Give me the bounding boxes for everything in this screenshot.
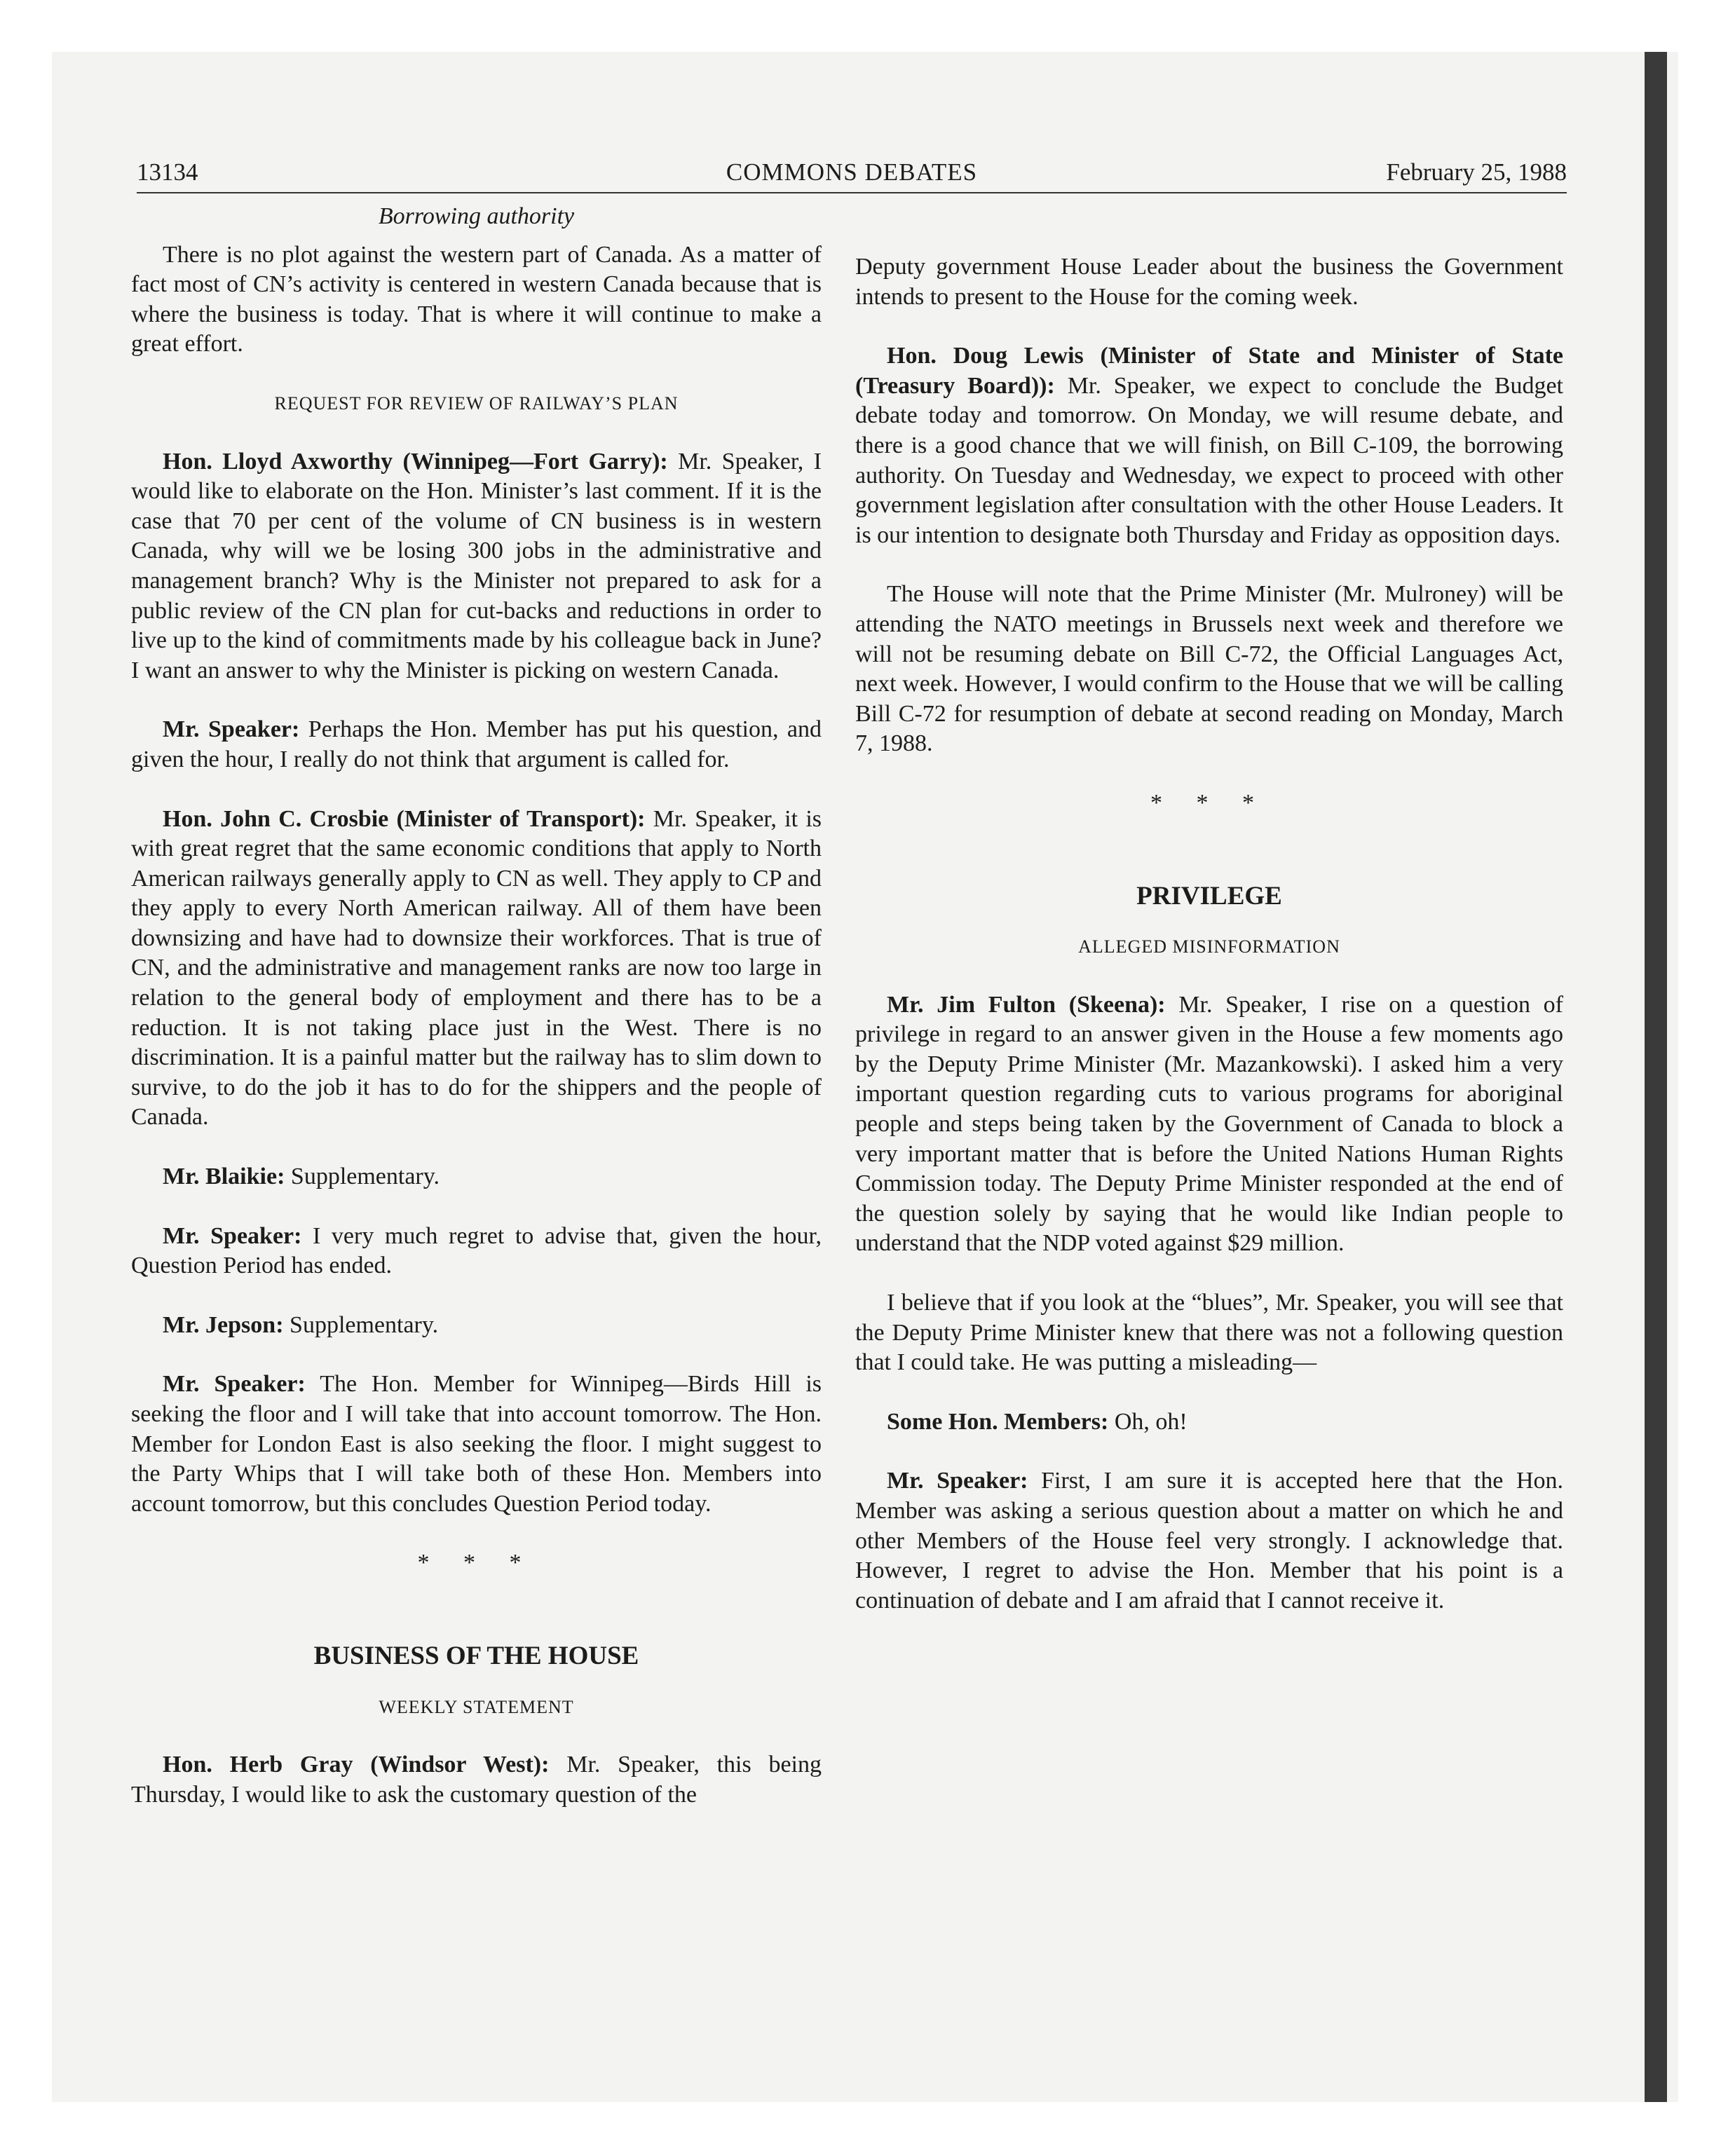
speech-text: The Hon. Member for Winnipeg—Birds Hill is seeking the floor and I will take that into account tomorrow. The Hon. Member for London East is also seeking the floor. I might suggest to the Party Whips that I will take both of these Hon. Members into account tomorrow, but this concludes Question Period today. [131, 1371, 822, 1517]
speaker-name: Hon. Herb Gray (Windsor West): [163, 1752, 550, 1778]
paragraph: The House will note that the Prime Minister (Mr. Mulroney) will be attending the NATO meetings in Brussels next week and therefore we will not be resuming debate on Bill C-72, the Official Languages Act, next week. However, I would confirm to the House that we will be calling Bill C-72 for resumption of debate at second reading on Monday, March 7, 1988. [855, 581, 1563, 757]
section-heading: PRIVILEGE [1136, 881, 1282, 910]
speaker-name: Mr. Speaker: [887, 1468, 1028, 1494]
speaker-name: Mr. Jepson: [163, 1311, 284, 1338]
page-number: 13134 [137, 158, 198, 186]
speech-text: First, I am sure it is accepted here that the Hon. Member was asking a serious question about a matter on which he and other Members of the House feel very strongly. I acknowledge that. However, I regret to advise the Hon. Member that his point is a continuation of debate and I am afraid that I cannot receive it. [855, 1468, 1563, 1613]
section-subheading: REQUEST FOR REVIEW OF RAILWAY’S PLAN [274, 393, 679, 414]
speech-jepson [131, 1311, 822, 1341]
speech-text: Mr. Speaker, I rise on a question of privilege in regard to an answer given in the House a few moments ago by the Deputy Prime Minister (Mr. Mazankowski). I asked him a very important question regarding cuts to various programs for aboriginal people and steps being taken by the Government of Canada to block a very important matter that is before the United Nations Human Rights Commission today. The Deputy Prime Minister responded at the end of the question solely by saying that he would like Indian people to understand that the NDP voted against $29 million. [855, 991, 1563, 1257]
speaker-name: Hon. Doug Lewis (Minister of State and Minister of State (Treasury Board)): [855, 343, 1563, 399]
speech-text: Oh, oh! [1114, 1408, 1188, 1435]
speech-text: I very much regret to advise that, given the hour, Question Period has ended. [131, 1222, 822, 1279]
speech-speaker [131, 1222, 822, 1281]
topic-heading: Borrowing authority [378, 203, 575, 229]
speech-text: Mr. Speaker, this being Thursday, I would like to ask the customary question of the [131, 1752, 822, 1808]
speech-crosbie [131, 805, 822, 1133]
speaker-name: Some Hon. Members: [887, 1408, 1109, 1435]
right-column [855, 252, 1563, 1645]
speech-text: Mr. Speaker, it is with great regret that the same economic conditions that apply to North American railways generally apply to CN as well. They apply to CP and they apply to every North American railway. All of them have been downsizing and have had to downsize their workforces. That is true of CN, and the administrative and management ranks are now too large in relation to the general body of employment and there has to be a reduction. It is not taking place just in the West. There is no discrimination. It is a painful matter but the railway has to slim down to survive, to do the job it has to do for the shippers and the people of Canada. [131, 805, 822, 1131]
speaker-name: Mr. Speaker: [163, 1371, 306, 1398]
section-divider: * * * [417, 1550, 536, 1576]
paragraph-continued: Deputy government House Leader about the business the Government intends to present to the House for the coming week. [855, 254, 1563, 310]
paragraph: There is no plot against the western part of Canada. As a matter of fact most of CN’s activity is centered in western Canada because that is where the business is today. That is where it will continue to make a great effort. [131, 241, 822, 357]
speech-text: Mr. Speaker, I would like to elaborate on the Hon. Minister’s last comment. If it is the case that 70 per cent of the volume of CN business is in western Canada, why will we be losing 300 jobs in the administrative and management branch? Why is the Minister not prepared to ask for a public review of the CN plan for cut-backs and reductions in order to live up to the kind of commitments made by his colleague back in June? I want an answer to why the Minister is picking on western Canada. [131, 448, 822, 683]
section-heading: BUSINESS OF THE HOUSE [313, 1641, 639, 1670]
speech-members [855, 1407, 1563, 1438]
speech-fulton [855, 990, 1563, 1259]
publication-title: COMMONS DEBATES [726, 158, 978, 186]
speech-speaker [131, 715, 822, 775]
speech-text: Supplementary. [290, 1311, 439, 1338]
speech-gray [131, 1750, 822, 1810]
section-divider: * * * [1150, 789, 1268, 816]
speaker-name: Hon. John C. Crosbie (Minister of Transport): [163, 805, 646, 832]
speech-text: Supplementary. [290, 1164, 440, 1190]
speaker-name: Mr. Blaikie: [163, 1164, 285, 1190]
speaker-name: Mr. Speaker: [163, 1222, 302, 1249]
left-column [131, 202, 822, 1839]
speaker-name: Hon. Lloyd Axworthy (Winnipeg—Fort Garry): [163, 448, 668, 475]
section-subheading: WEEKLY STATEMENT [379, 1696, 574, 1717]
speech-blaikie [131, 1162, 822, 1192]
speech-speaker [131, 1370, 822, 1519]
speech-text: Perhaps the Hon. Member has put his question, and given the hour, I really do not think that argument is called for. [131, 716, 822, 772]
header-date: February 25, 1988 [1386, 158, 1567, 186]
speech-axworthy [131, 447, 822, 686]
speech-speaker [855, 1466, 1563, 1616]
paragraph: I believe that if you look at the “blues”, Mr. Speaker, you will see that the Deputy Prime Minister knew that there was not a following question that I could take. He was putting a misleading— [855, 1290, 1563, 1376]
running-header [137, 157, 1567, 193]
speaker-name: Mr. Jim Fulton (Skeena): [887, 991, 1166, 1018]
speech-lewis [855, 341, 1563, 550]
speaker-name: Mr. Speaker: [163, 716, 300, 743]
section-subheading: ALLEGED MISINFORMATION [1078, 936, 1340, 957]
speech-text: Mr. Speaker, we expect to conclude the Budget debate today and tomorrow. On Monday, we will resume debate, and there is a good chance that we will finish, on Bill C-109, the borrowing authority. On Tuesday and Wednesday, we expect to proceed with other government legislation after consultation with the other House Leaders. It is our intention to designate both Thursday and Friday as opposition days. [855, 372, 1564, 548]
